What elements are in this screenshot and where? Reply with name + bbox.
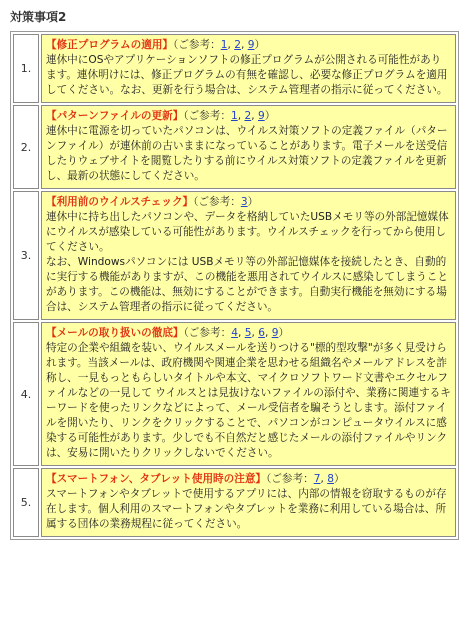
measure-description: 特定の企業や組織を装い、ウイルスメールを送りつける"標的型攻撃"が多く見受けられます。当該メールは、政府機関や関連企業を思わせる組織名やメールアドレスを詐称し、一見もっともらしいタイトルや本文、マイクロソフトワード文書やエクセルファイルなどの一見して ウイルスとは見抜けないファイルの添付や、業務に関連するキーワードを使ったリンクなどによって、メール受信者を騙そうとします。添付ファイルを開いたり、リンクをクリックすることで、パソコンがコンピュータウイルスに感染する可能性があります。少しでも不自然だと感じたメールの添付ファイルやリンクは、安易に開いたりクリックしないでください。 [46, 342, 451, 459]
measure-content [41, 105, 456, 189]
measure-number: 2. [13, 105, 39, 189]
measure-content [41, 468, 456, 537]
reference-link[interactable]: 4 [231, 327, 238, 339]
measure-title: 【利用前のウイルスチェック】 [46, 196, 194, 208]
measure-description: スマートフォンやタブレットで使用するアプリには、内部の情報を窃取するものが存在します。個人利用のスマートフォンやタブレットを業務に利用している場合は、所属する団体の業務規程に従ってください。 [46, 488, 447, 530]
reference-suffix: ） [264, 110, 276, 122]
reference-separator: , [240, 39, 248, 51]
reference-suffix: ） [254, 39, 266, 51]
reference-suffix: ） [278, 327, 290, 339]
measure-heading [46, 38, 451, 53]
measure-description: 連休中に電源を切っていたパソコンは、ウイルス対策ソフトの定義ファイル（パターンファイル）が連休前の古いままになっていることがあります。電子メールを送受信したりウェブサイトを閲覧したりする前にウイルス対策ソフトの定義ファイルを更新し、最新の状態にしてください。 [46, 125, 448, 182]
reference-link[interactable]: 8 [327, 473, 334, 485]
reference-separator: , [251, 110, 258, 122]
reference-prefix: （ご参考： [266, 473, 314, 485]
measure-content [41, 34, 456, 103]
measure-row [13, 191, 456, 320]
measure-content [41, 191, 456, 320]
measure-description: 連休中に持ち出したパソコンや、データを格納していたUSBメモリ等の外部記憶媒体にウイルスが感染している可能性があります。ウイルスチェックを行ってから使用してください。 [46, 211, 449, 253]
measure-content [41, 322, 456, 466]
reference-link[interactable]: 6 [258, 327, 265, 339]
measure-row [13, 34, 456, 103]
reference-link[interactable]: 1 [220, 39, 228, 51]
measure-description: 連休中にOSやアプリケーションソフトの修正プログラムが公開される可能性があります。連休明けには、修正プログラムの有無を確認し、必要な修正プログラムを適用してください。なお、更新を行う場合は、システム管理者の指示に従ってください。 [46, 54, 448, 96]
measure-title: 【修正プログラムの適用】 [46, 39, 174, 51]
measure-row [13, 322, 456, 466]
reference-link[interactable]: 1 [230, 110, 238, 122]
measures-table-body [13, 34, 456, 537]
reference-separator: , [320, 473, 328, 485]
reference-prefix: （ご参考： [183, 327, 232, 339]
reference-link[interactable]: 2 [234, 39, 241, 51]
reference-separator: , [237, 327, 245, 339]
measure-number: 5. [13, 468, 39, 537]
measure-heading [46, 326, 451, 341]
measures-table [10, 31, 459, 540]
reference-separator: , [264, 327, 272, 339]
measure-description: なお、Windowsパソコンには USBメモリ等の外部記憶媒体を接続したとき、自動的に実行する機能がありますが、この機能を悪用されてウイルスに感染してしまうことがあります。この機能は、無効にすることができます。自動実行機能を無効にする場合は、システム管理者の指示に従ってください。 [46, 256, 448, 313]
reference-prefix: （ご参考： [183, 110, 231, 122]
measure-number: 3. [13, 191, 39, 320]
measure-row [13, 468, 456, 537]
reference-prefix: （ご参考： [193, 196, 241, 208]
reference-suffix: ） [333, 473, 345, 485]
measure-number: 1. [13, 34, 39, 103]
reference-link[interactable]: 2 [244, 110, 252, 122]
reference-link[interactable]: 5 [244, 327, 252, 339]
reference-link[interactable]: 3 [240, 196, 248, 208]
measure-heading [46, 472, 451, 487]
measure-title: 【スマートフォン、タブレット使用時の注意】 [46, 473, 267, 485]
measure-title: 【パターンファイルの更新】 [46, 110, 184, 122]
reference-link[interactable]: 9 [271, 327, 279, 339]
measure-heading [46, 195, 451, 210]
reference-separator: , [251, 327, 259, 339]
measure-title: 【メールの取り扱いの徹底】 [46, 327, 184, 339]
reference-prefix: （ご参考： [173, 39, 221, 51]
measure-heading [46, 109, 451, 124]
reference-link[interactable]: 9 [257, 110, 265, 122]
reference-link[interactable]: 7 [313, 473, 321, 485]
reference-separator: , [237, 110, 245, 122]
reference-link[interactable]: 9 [247, 39, 255, 51]
measure-row [13, 105, 456, 189]
page-title: 対策事項2 [10, 10, 67, 24]
measure-number: 4. [13, 322, 39, 466]
reference-separator: , [227, 39, 235, 51]
reference-suffix: ） [247, 196, 259, 208]
